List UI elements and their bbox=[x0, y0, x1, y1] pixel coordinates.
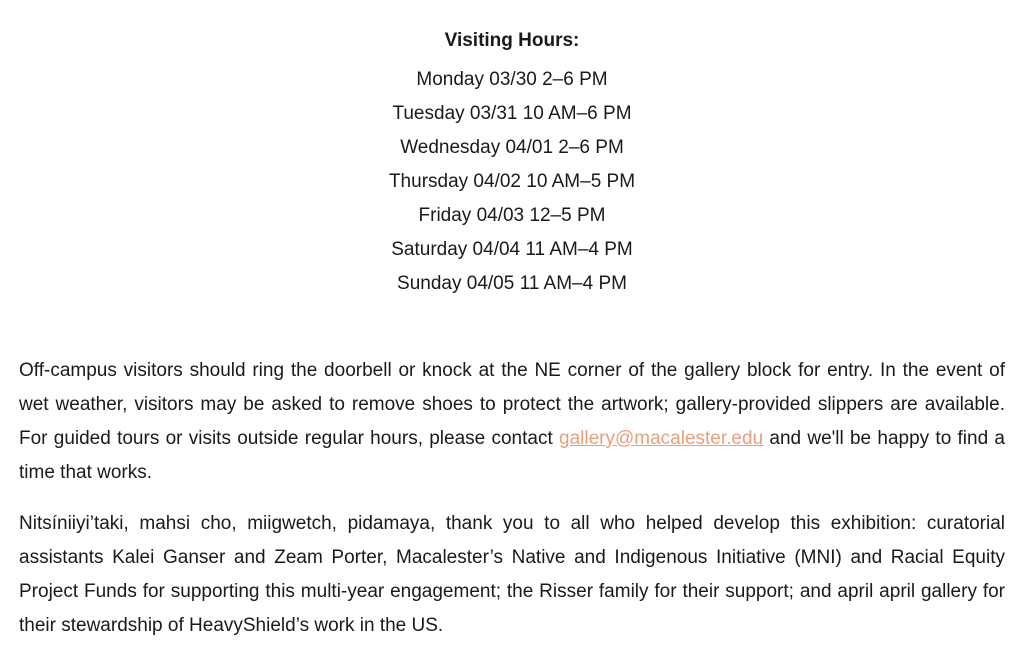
visitor-info-text-end: and we'll be happy to find a time that works. bbox=[19, 428, 1005, 483]
gallery-email-link[interactable]: gallery@macalester.edu bbox=[559, 428, 764, 449]
visitor-info-text: Off-campus visitors should ring the doorbell or knock at the NE corner of the gallery block for entry. In the event of wet weather, visitors may be asked to remove shoes to protect the artwork; gallery-provided slippers are available. For guided tours or visits outside regular hours, please contact bbox=[19, 360, 1005, 449]
hours-entry: Sunday 04/05 11 AM–4 PM bbox=[397, 273, 627, 294]
body-text bbox=[19, 354, 1005, 643]
hours-entry: Saturday 04/04 11 AM–4 PM bbox=[391, 239, 633, 260]
visiting-hours-list bbox=[19, 63, 1005, 301]
hours-entry: Thursday 04/02 10 AM–5 PM bbox=[388, 171, 636, 192]
hours-entry: Tuesday 03/31 10 AM–6 PM bbox=[392, 103, 632, 124]
hours-entry: Friday 04/03 12–5 PM bbox=[418, 205, 606, 226]
visiting-hours-title: Visiting Hours: bbox=[444, 30, 580, 51]
visiting-hours-section bbox=[19, 0, 1005, 301]
visitor-info-paragraph bbox=[19, 354, 1005, 490]
hours-entry: Wednesday 04/01 2–6 PM bbox=[400, 137, 624, 158]
acknowledgements-paragraph: Nitsíniiyi’taki, mahsi cho, miigwetch, pidamaya, thank you to all who helped develop this exhibition: curatorial assistants Kalei Ganser and Zeam Porter, Macalester’s Native and Indigenous Initiative (MNI) and Racial Equity Project Funds for supporting this multi-year engagement; the Risser family for their support; and april april gallery for their stewardship of HeavyShield’s work in the US. bbox=[19, 513, 1005, 636]
hours-entry: Monday 03/30 2–6 PM bbox=[416, 69, 608, 90]
